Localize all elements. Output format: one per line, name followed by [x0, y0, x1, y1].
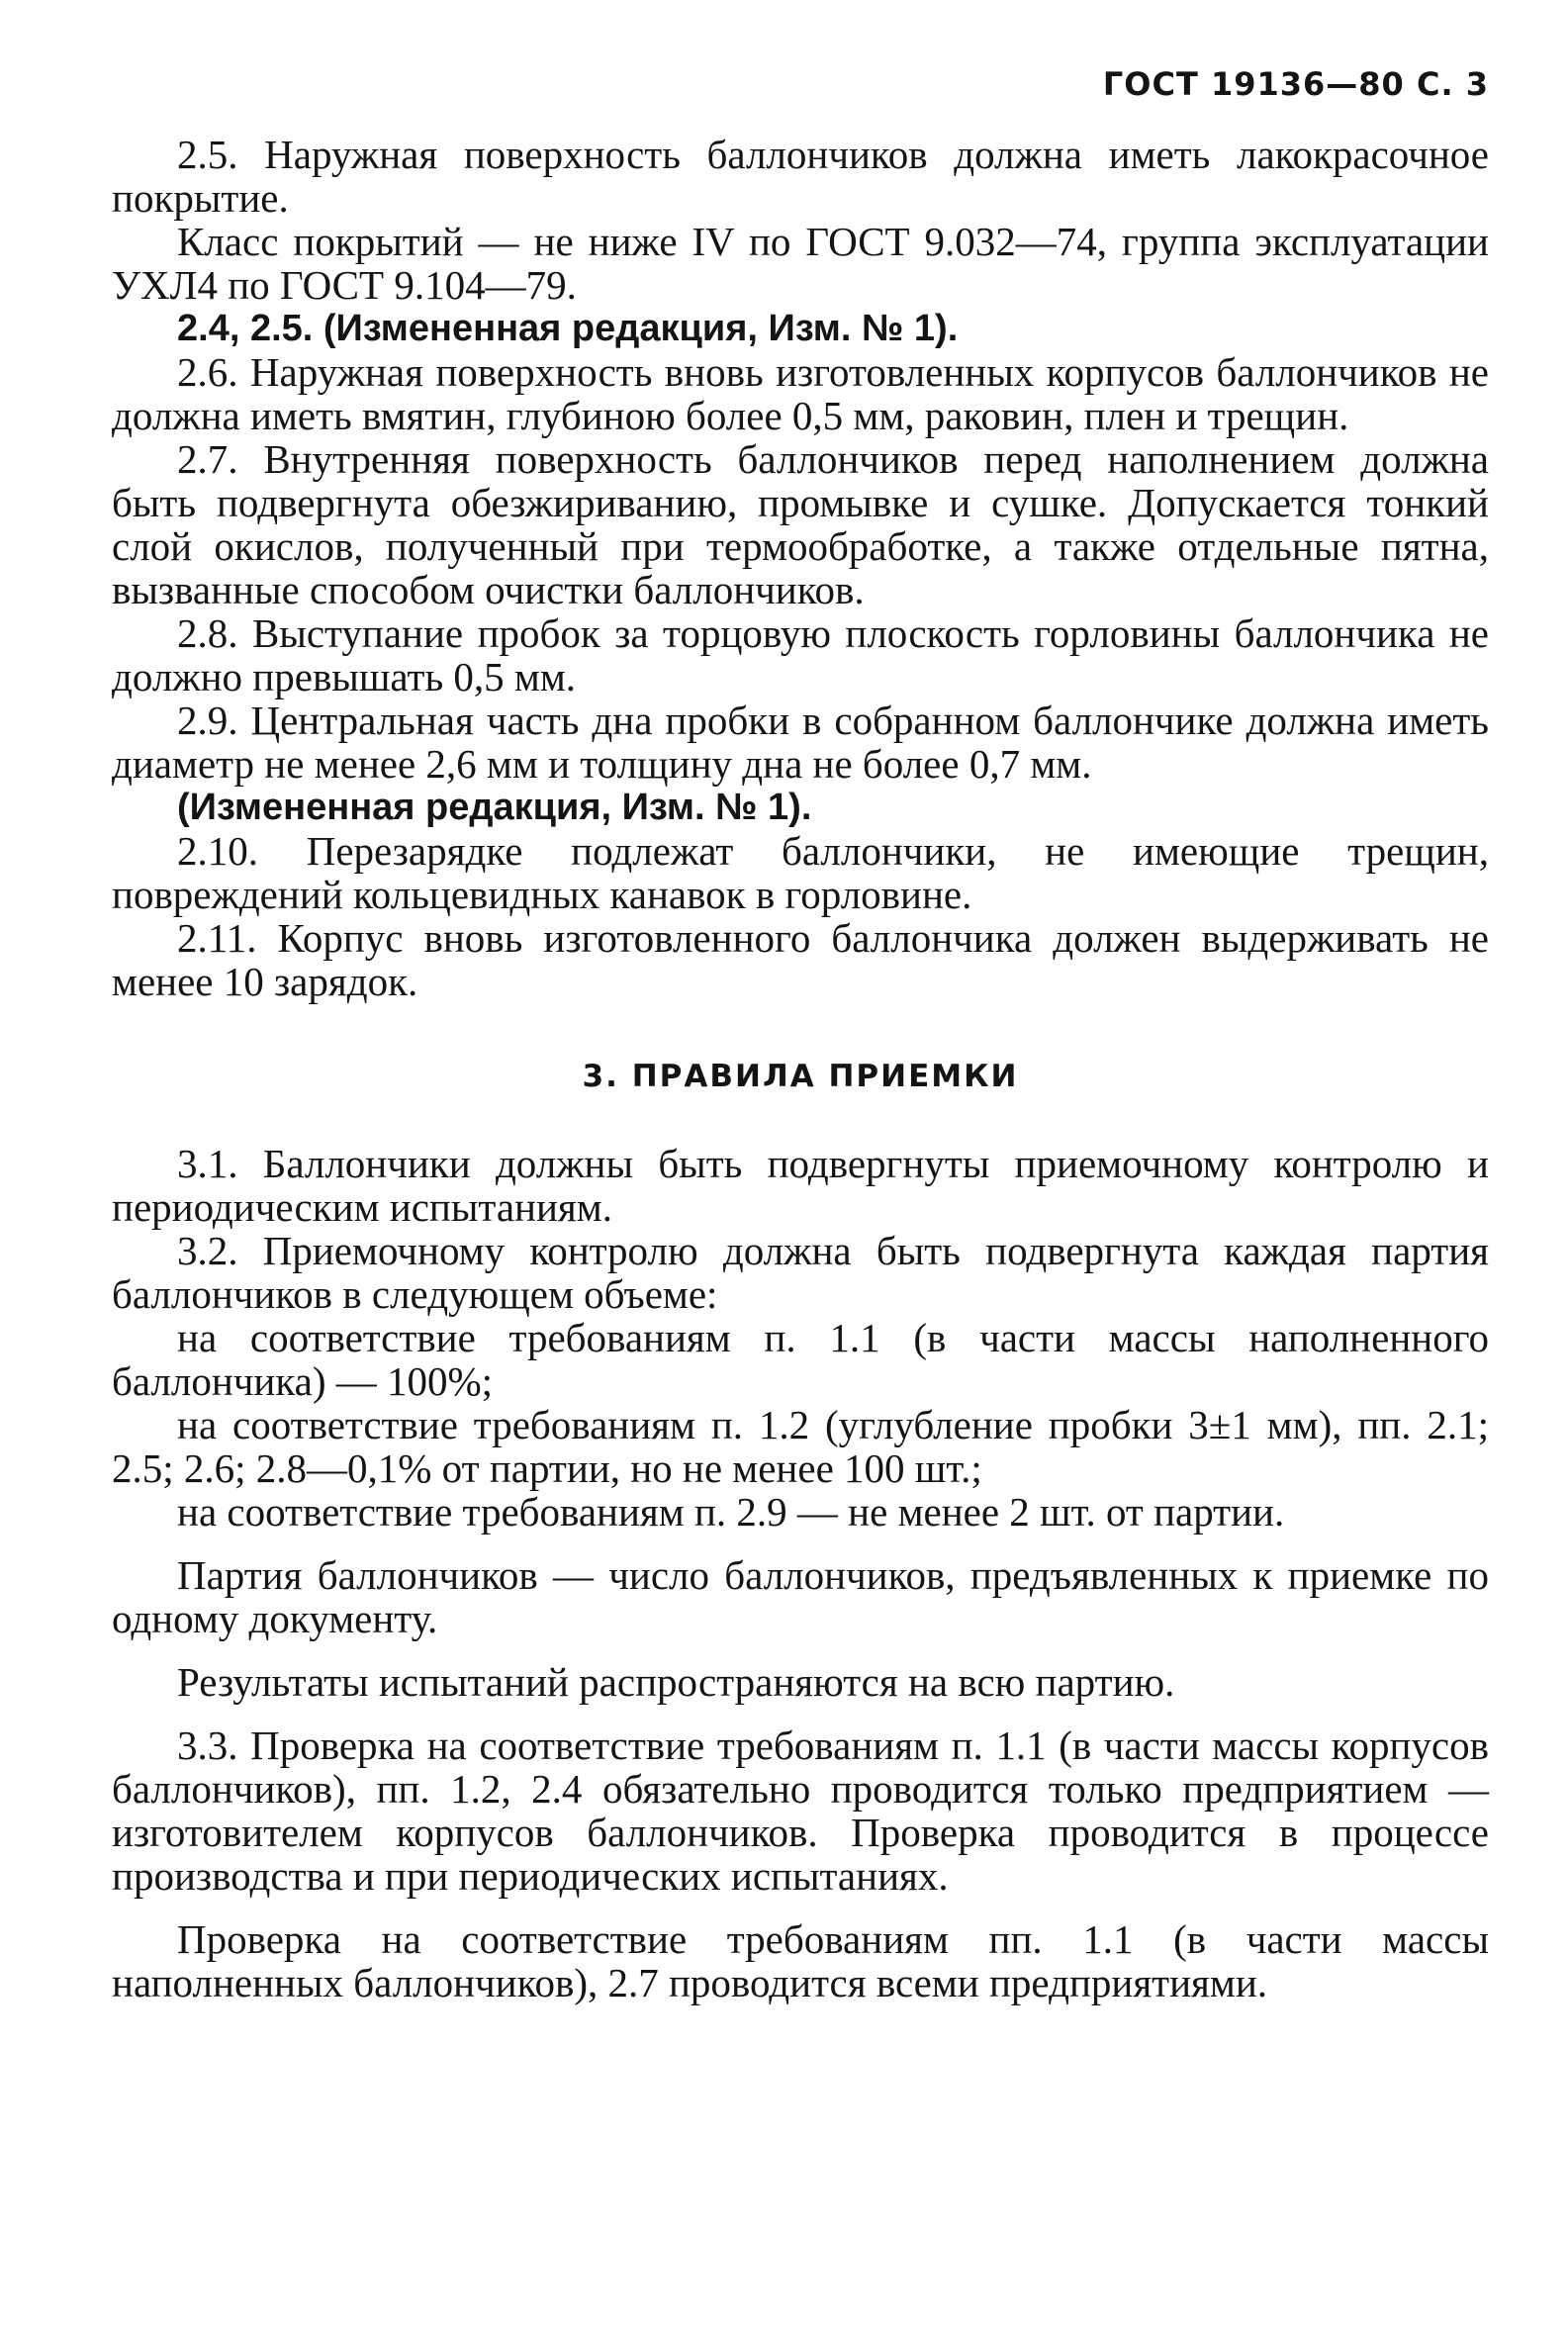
- clause-2-5: 2.5. Наружная поверхность баллончиков должна иметь лакокрасочное покрытие.: [112, 132, 1489, 221]
- clause-3-3-continued: Проверка на соответствие требованиям пп. 1.1 (в части массы наполненных баллончиков), 2.7 проводится всеми предприятиями.: [112, 1916, 1489, 2005]
- amendment-note-2-4-2-5: 2.4, 2.5. (Измененная редакция, Изм. № 1).: [177, 308, 959, 349]
- clause-2-7: 2.7. Внутренняя поверхность баллончиков перед наполнением должна быть подвергнута обезжириванию, промывке и сушке. Допускается тонкий слой окислов, полученный при термообработке, а также отдельные пятна, вызванные способом очистки баллончиков.: [112, 436, 1489, 612]
- clause-3-2-item-bottom: на соответствие требованиям п. 2.9 — не менее 2 шт. от партии.: [177, 1489, 1285, 1535]
- page-header: ГОСТ 19136—80 С. 3: [1102, 65, 1489, 103]
- amendment-note-2-9: (Измененная редакция, Изм. № 1).: [177, 787, 812, 828]
- clause-3-3: 3.3. Проверка на соответствие требованиям п. 1.1 (в части массы корпусов баллончиков), пп. 1.2, 2.4 обязательно проводится только предприятием — изготовителем корпусов баллончиков. Проверка проводится в процессе производства и при периодических испытаниях.: [112, 1722, 1489, 1899]
- results-scope: Результаты испытаний распространяются на всю партию.: [177, 1659, 1175, 1705]
- clause-2-6: 2.6. Наружная поверхность вновь изготовленных корпусов баллончиков не должна иметь вмятин, глубиною более 0,5 мм, раковин, плен и трещин.: [112, 349, 1489, 438]
- document-body: [112, 133, 1489, 2004]
- clause-2-10: 2.10. Перезарядке подлежат баллончики, не имеющие трещин, повреждений кольцевидных канавок в горловине.: [112, 828, 1489, 917]
- clause-3-1: 3.1. Баллончики должны быть подвергнуты приемочному контролю и периодическим испытаниям.: [112, 1141, 1489, 1230]
- clause-2-5-coating-class: Класс покрытий — не ниже IV по ГОСТ 9.032—74, группа эксплуатации УХЛ4 по ГОСТ 9.104—79.: [112, 219, 1489, 308]
- clause-3-2-item-mass: на соответствие требованиям п. 1.1 (в части массы наполненного баллончика) — 100%;: [112, 1315, 1489, 1404]
- clause-3-2-item-plug: на соответствие требованиям п. 1.2 (углубление пробки 3±1 мм), пп. 2.1; 2.5; 2.6; 2.8—0,1% от партии, но не менее 100 шт.;: [112, 1402, 1489, 1491]
- clause-2-11: 2.11. Корпус вновь изготовленного баллончика должен выдерживать не менее 10 зарядок.: [112, 915, 1489, 1004]
- clause-2-8: 2.8. Выступание пробок за торцовую плоскость горловины баллончика не должно превышать 0,5 мм.: [112, 610, 1489, 699]
- clause-2-9: 2.9. Центральная часть дна пробки в собранном баллончике должна иметь диаметр не менее 2,6 мм и толщину дна не более 0,7 мм.: [112, 698, 1489, 787]
- section-title-acceptance-rules: 3. ПРАВИЛА ПРИЕМКИ: [582, 1059, 1019, 1094]
- clause-3-2: 3.2. Приемочному контролю должна быть подвергнута каждая партия баллончиков в следующем объеме:: [112, 1228, 1489, 1317]
- batch-definition: Партия баллончиков — число баллончиков, предъявленных к приемке по одному документу.: [112, 1552, 1489, 1641]
